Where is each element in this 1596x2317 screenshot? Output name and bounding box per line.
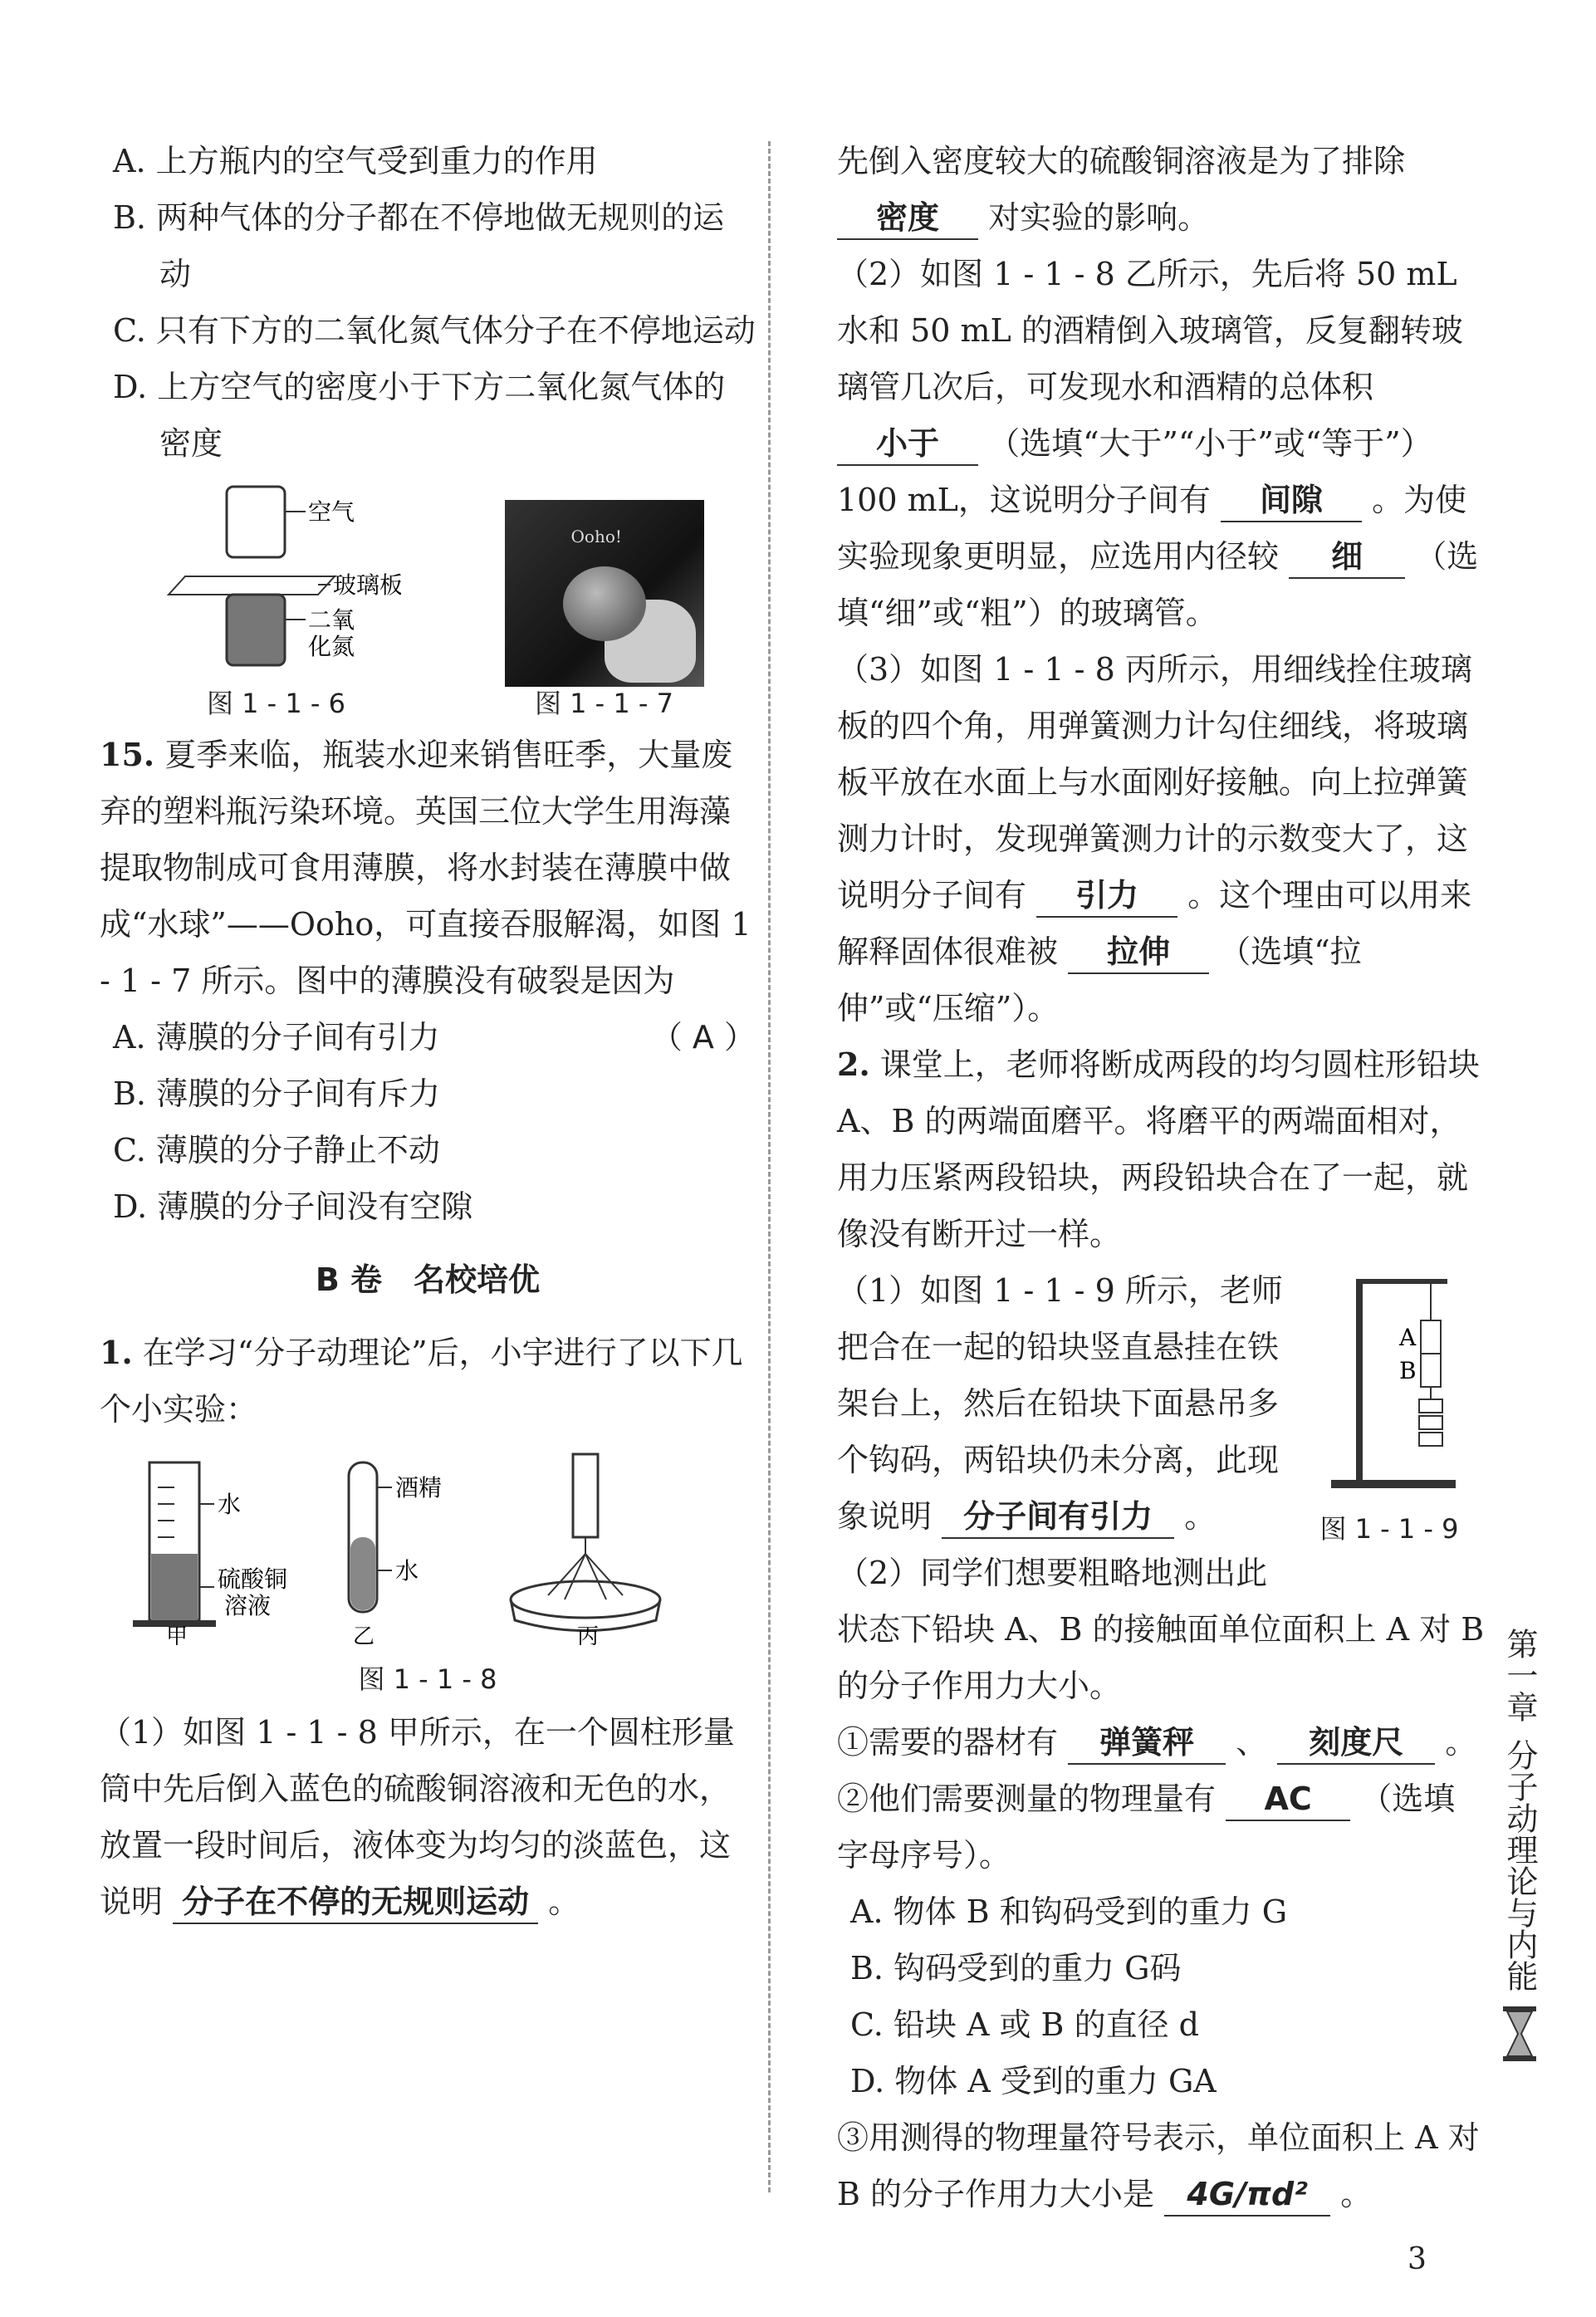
q15-option-a: A. 薄膜的分子间有引力 [113,1019,440,1056]
photo-text: Ooho! [570,527,622,546]
right-column [837,133,1485,2222]
q2-p1-text: （1）如图 1 - 1 - 9 所示，老师把合在一起的铅块竖直悬挂在铁架台上，然后在铅块下面悬吊多个钩码，两铅块仍未分离，此现象说明 [837,1272,1283,1535]
fig8-label-water: 水 [218,1491,242,1518]
fig9-label-a: A [1399,1324,1417,1351]
fig6-label-no2-1: 二氧 [307,606,355,634]
q14-option-c: C. 只有下方的二氧化氮气体分子在不停地运动 [113,312,756,349]
q15-option-b: B. 薄膜的分子间有斥力 [113,1075,441,1112]
s1-sep: 、 [1236,1724,1268,1761]
s2-end: （选填字母序号）。 [837,1781,1456,1874]
q15-text: 夏季来临，瓶装水迎来销售旺季，大量废弃的塑料瓶污染环境。英国三位大学生用海藻提取物制成可食用薄膜，将水封装在薄膜中做成“水球”——Ooho，可直接吞服解渴，如图 1 - 1 - 7 所示。图中的薄膜没有破裂是因为 [100,737,751,999]
section-title: B 卷 名校培优 [315,1261,541,1298]
q1-part3 [837,641,1485,1036]
q14-option-a: A. 上方瓶内的空气受到重力的作用 [113,143,598,179]
s1-answer-1: 弹簧秤 [1068,1722,1226,1765]
p3-text: （3）如图 1 - 1 - 8 丙所示，用细线拴住玻璃板的四个角，用弹簧测力计勾住细线，将玻璃板平放在水面上与水面刚好接触。向上拉弹簧测力计时，发现弹簧测力计的示数变大了，这说明分子间有 [837,651,1472,914]
q14-option-d: D. 上方空气的密度小于下方二氧化氮气体的密度 [113,369,726,462]
figure-1-1-9 [1294,1262,1485,1545]
p2-mid-2: 。为使实验现象更明显，应选用内径较 [837,482,1467,575]
s2-answer: AC [1226,1778,1350,1821]
q15-answer: （ A ） [650,1019,756,1056]
q1-text: 在学习“分子动理论”后，小宇进行了以下几个小实验： [100,1335,743,1428]
q2-option-a: A. 物体 B 和钩码受到的重力 G [850,1893,1288,1930]
q2-part2: （2）同学们想要粗略地测出此状态下铅块 A、B 的接触面单位面积上 A 对 B 的分子作用力大小。 [837,1555,1485,1704]
hourglass-icon [1499,2005,1540,2063]
water-ball-shape [563,566,646,641]
fig8-sub-yi: 乙 [353,1624,375,1645]
p2-answer-3: 细 [1289,536,1405,579]
fig7-caption: 图 1 - 1 - 7 [534,688,674,719]
fig6-label-air: 空气 [307,498,355,526]
fig8-label-cuso4-1: 硫酸铜 [218,1565,288,1593]
fig8-label-water2: 水 [395,1557,419,1585]
chapter-title: 分子动理论与内能 [1501,1739,1538,1991]
figure-1-1-8 [100,1446,756,1696]
q2-option-d: D. 物体 A 受到的重力 GA [850,2063,1217,2099]
q2-sub1 [837,1714,1485,1771]
q2-option-b: B. 钩码受到的重力 G码 [850,1950,1182,1986]
chapter-side-tab [1491,1628,1549,2071]
p3-mid: 。这个理由可以用来解释固体很难被 [837,877,1472,970]
q1-stem [100,1325,756,1438]
q2-p1-end: 。 [1184,1498,1217,1535]
p2-mid-1: （选填“大于”“小于”或“等于”）100 mL，这说明分子间有 [837,425,1432,518]
cont-text: 先倒入密度较大的硫酸铜溶液是为了排除 [837,143,1406,179]
s3-end: 。 [1340,2176,1373,2212]
figure-1-1-6 [152,478,401,720]
fig6-caption: 图 1 - 1 - 6 [206,688,346,719]
fig8-sub-jia: 甲 [166,1624,188,1645]
left-column [100,133,756,1930]
q2-sub2 [837,1771,1485,1883]
chapter-number: 第一章 [1501,1628,1538,1722]
fig8-caption: 图 1 - 1 - 8 [358,1663,497,1695]
q1-part1-end: 。 [548,1883,580,1920]
cont-answer: 密度 [837,197,978,240]
page-number: 3 [1408,2242,1427,2276]
q1-part1-answer: 分子在不停的无规则运动 [173,1881,538,1924]
q1-part1-text: （1）如图 1 - 1 - 8 甲所示，在一个圆柱形量筒中先后倒入蓝色的硫酸铜溶液和无色的水，放置一段时间后，液体变为均匀的淡蓝色，这说明 [100,1714,735,1920]
gas-diffusion-diagram-icon [152,478,401,669]
s3-text: ③用测得的物理量符号表示，单位面积上 A 对 B 的分子作用力大小是 [837,2119,1480,2212]
cont-end: 对实验的影响。 [988,199,1210,236]
fig6-label-no2-2: 化氮 [307,633,355,660]
s2-text: ②他们需要测量的物理量有 [837,1781,1217,1817]
fig8-sub-bing: 丙 [577,1624,600,1645]
q2-p1-answer: 分子间有引力 [942,1496,1174,1539]
p3-answer-2: 拉伸 [1068,931,1209,974]
q1-part2 [837,246,1485,641]
q14-option-b: B. 两种气体的分子都在不停地做无规则的运动 [113,199,725,292]
q1-part1 [100,1704,756,1930]
q15-option-c: C. 薄膜的分子静止不动 [113,1132,440,1168]
q1-number: 1. [100,1334,133,1371]
p3-end: （选填“拉伸”或“压缩”）。 [837,933,1362,1026]
p2-answer-1: 小于 [837,423,978,466]
fig8-label-cuso4-2: 溶液 [224,1592,272,1619]
p2-answer-2: 间隙 [1221,479,1362,522]
fig6-label-glass: 玻璃板 [332,571,401,599]
q15-option-d: D. 薄膜的分子间没有空隙 [113,1188,473,1225]
s1-end: 。 [1445,1724,1477,1761]
experiment-diagram-icon [100,1446,747,1645]
figures-6-7 [100,478,756,720]
s1-answer-2: 刻度尺 [1277,1722,1435,1765]
figure-1-1-7 [505,500,704,720]
q15-number: 15. [100,736,155,773]
ooho-photo [505,500,704,687]
q2-number: 2. [837,1046,870,1083]
fig9-caption: 图 1 - 1 - 9 [1319,1513,1459,1545]
p3-answer-1: 引力 [1036,874,1177,918]
fig9-label-b: B [1399,1357,1417,1384]
p2-end: （选填“细”或“粗”）的玻璃管。 [837,538,1479,631]
s1-text: ①需要的器材有 [837,1724,1059,1761]
q2-option-c: C. 铅块 A 或 B 的直径 d [850,2006,1199,2043]
q2-stem [837,1036,1485,1262]
p2-text: （2）如图 1 - 1 - 8 乙所示，先后将 50 mL 水和 50 mL 的酒精倒入玻璃管，反复翻转玻璃管几次后，可发现水和酒精的总体积 [837,256,1463,405]
side-spacer [1491,1722,1549,1739]
column-divider [768,141,771,2192]
q2-text: 课堂上，老师将断成两段的均匀圆柱形铅块 A、B 的两端面磨平。将磨平的两端面相对，用力压紧两段铅块，两段铅块合在了一起，就像没有断开过一样。 [837,1046,1480,1252]
iron-stand-diagram-icon [1306,1262,1472,1495]
s3-answer: 4G/πd² [1164,2173,1330,2217]
q2-sub3 [837,2109,1485,2222]
fig8-label-alcohol: 酒精 [395,1474,443,1501]
q1-part1-cont [837,133,1485,246]
